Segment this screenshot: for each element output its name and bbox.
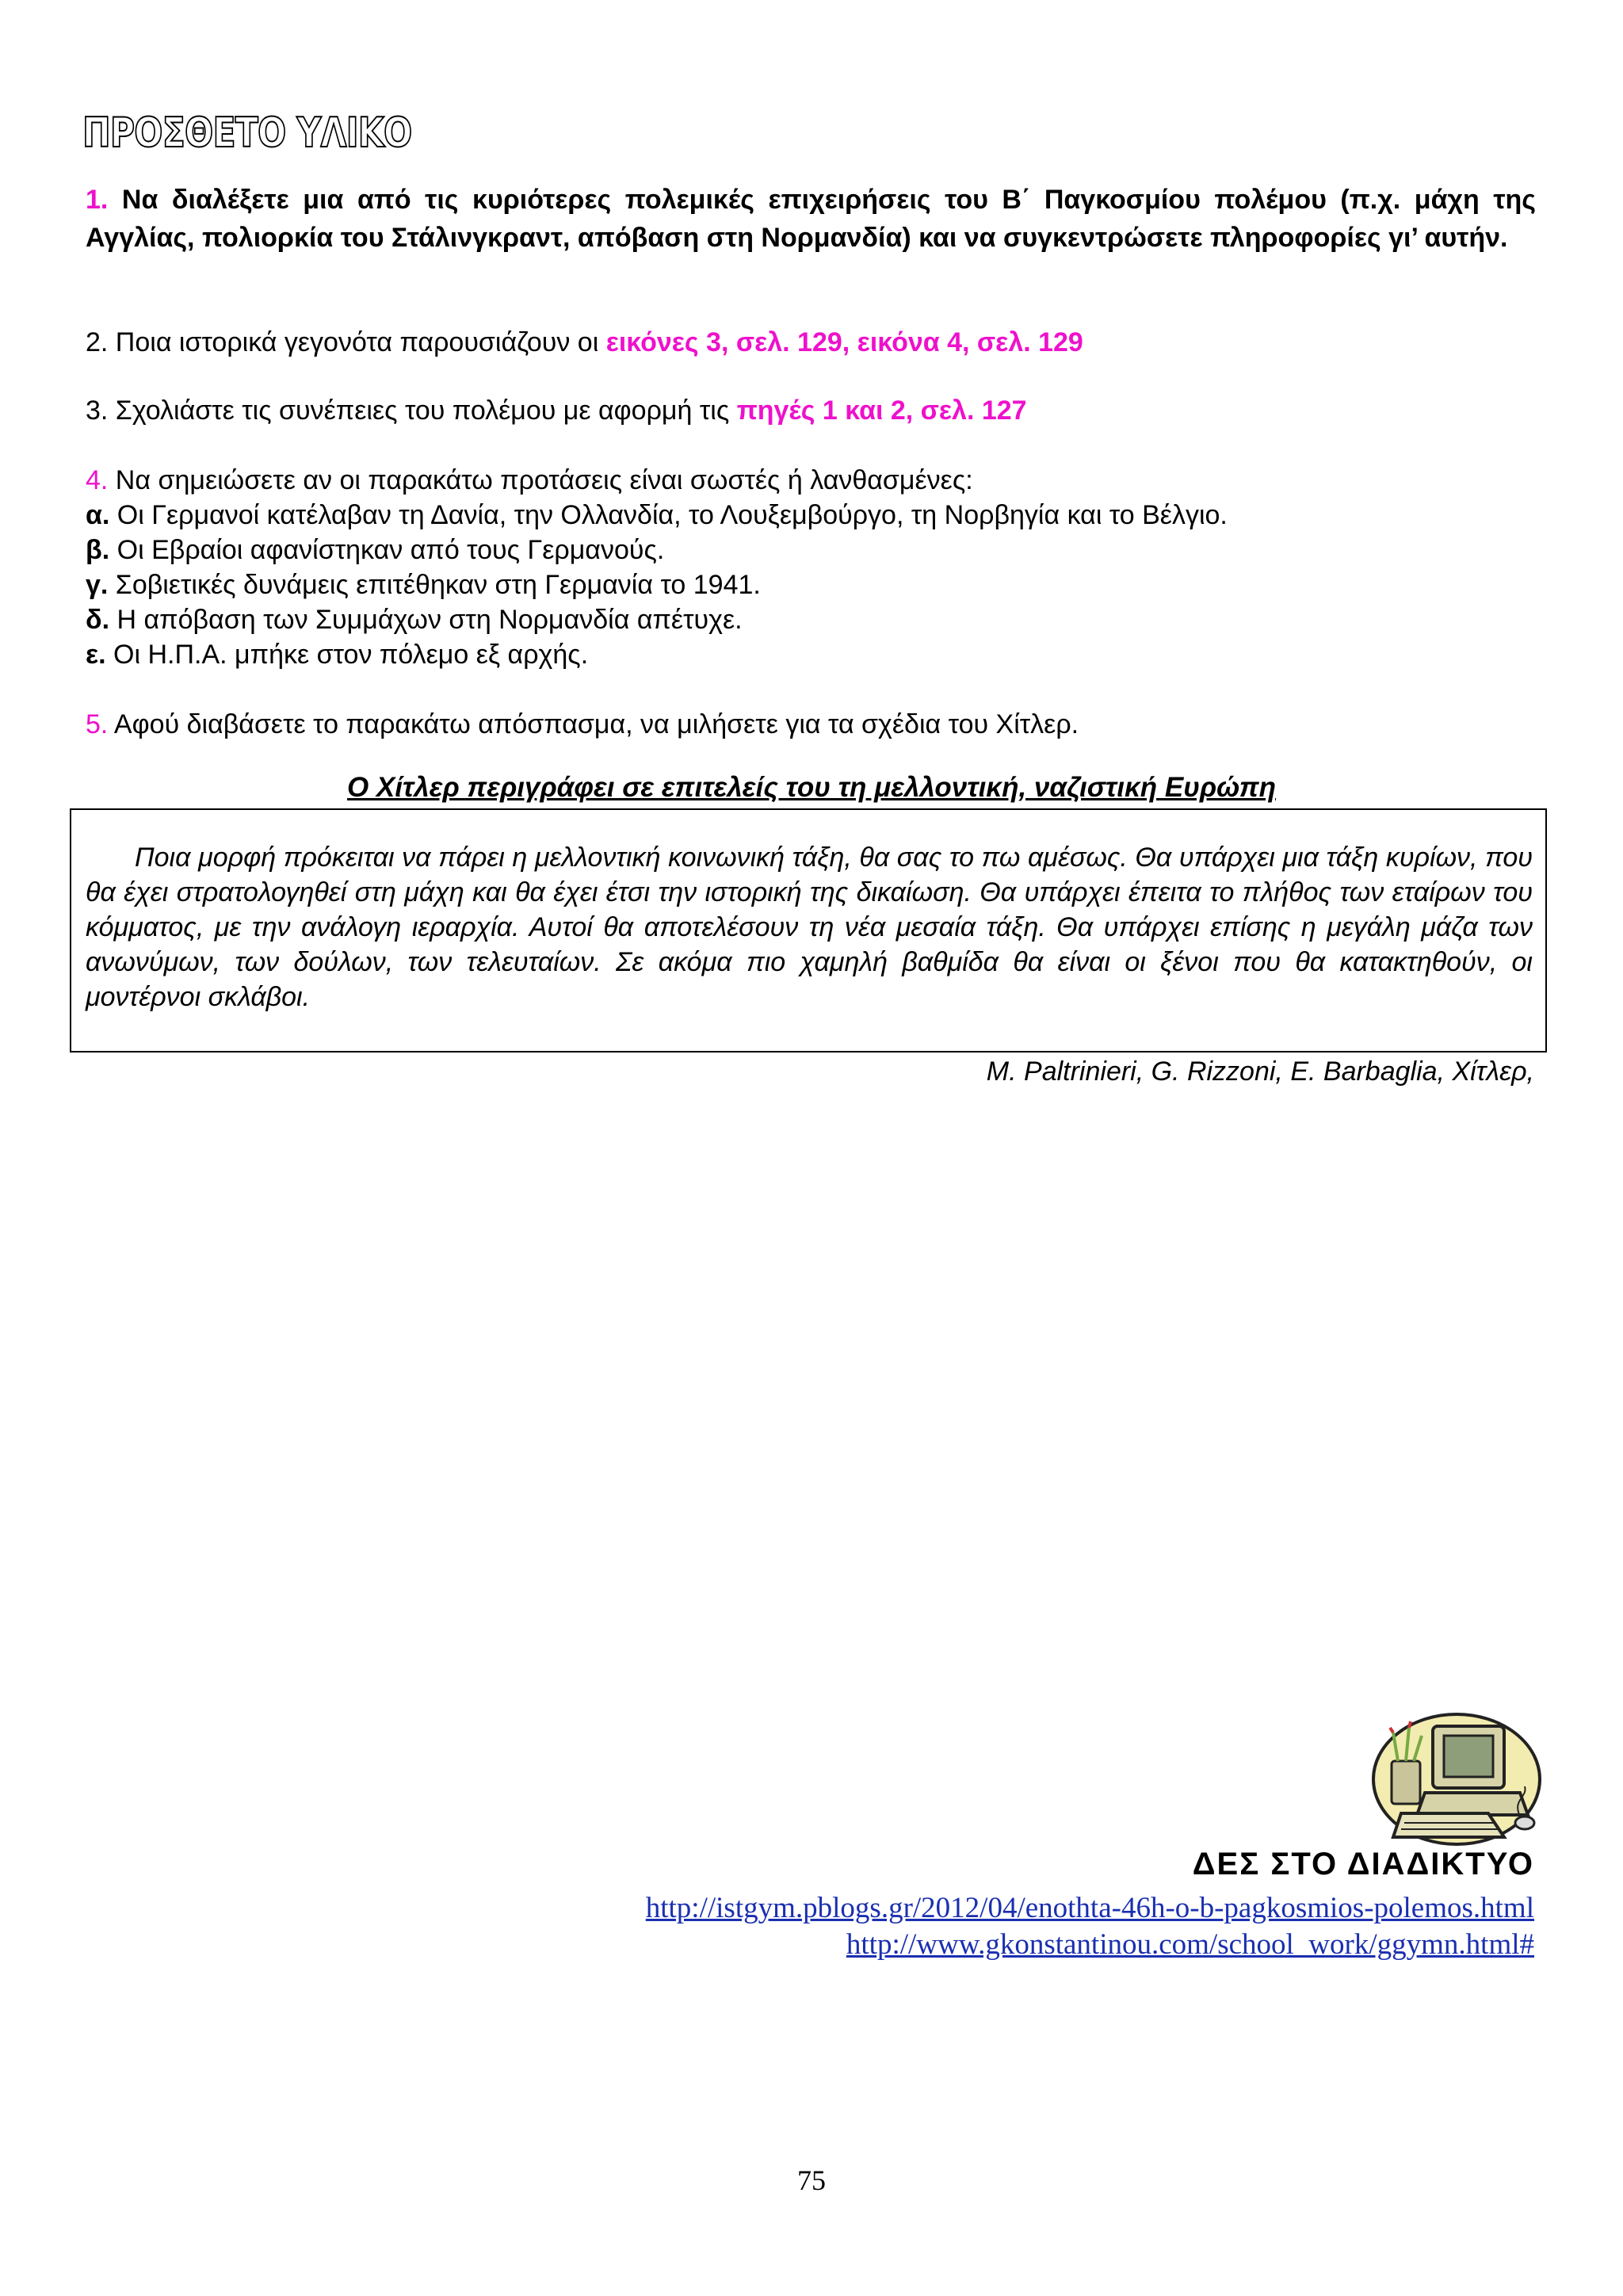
link-istgym[interactable]: http://istgym.pblogs.gr/2012/04/enothta-46h-o-b-pagkosmios-polemos.html [645,1892,1534,1924]
list-item [86,567,761,602]
quote-text: Ποια μορφή πρόκειται να πάρει η μελλοντική κοινωνική τάξη, θα σας το πω αμέσως. Θα υπάρχει μια τάξη κυρίων, που θα έχει στρατολογηθεί στη μάχη και θα έχει έτσι την ιστορική της δικαίωση. Θα υπάρχει έπειτα το πλήθος των εταίρων του κόμματος, με την ανάλογη ιεραρχία. Αυτοί θα αποτελέσουν τη νέα μεσαία τάξη. Θα υπάρχει επίσης η μεγάλη μάζα των ανωνύμων, των δούλων, των τελευταίων. Σε ακόμα πιο χαμηλή βαθμίδα θα είναι οι ξένοι που θα κατακτηθούν, οι μοντέρνοι σκλάβοι. [86,842,1533,1012]
question-4-number: 4. [86,465,109,495]
question-2 [86,325,1083,360]
item-label: ε. [86,640,106,670]
link-gkonstantinou[interactable]: http://www.gkonstantinou.com/school_work/ggymn.html# [846,1928,1534,1961]
question-5-number: 5. [86,709,109,739]
item-text: Οι Γερμανοί κατέλαβαν τη Δανία, την Ολλανδία, το Λουξεμβούργο, τη Νορβηγία και το Βέλγιο. [109,500,1228,530]
question-3 [86,393,1027,428]
question-1-number: 1. [86,185,109,215]
list-item [86,637,588,672]
question-4-text: Να σημειώσετε αν οι παρακάτω προτάσεις είναι σωστές ή λανθασμένες: [108,465,973,495]
list-item [86,533,664,567]
page-number: 75 [797,2164,826,2196]
item-label: γ. [86,570,109,600]
question-4 [86,463,973,498]
item-text: Οι Εβραίοι αφανίστηκαν από τους Γερμανούς. [109,535,665,565]
page-title: ΠΡΟΣΘΕΤΟ ΥΛΙΚΟ [82,109,412,157]
quote-author: M. Paltrinieri, G. Rizzoni, E. Barbaglia, Χίτλερ, [986,1056,1534,1087]
list-item [86,498,1228,533]
item-label: α. [86,500,110,530]
question-3-ref: πηγές 1 και 2, σελ. 127 [736,395,1027,426]
question-1-text: Να διαλέξετε μια από τις κυριότερες πολεμικές επιχειρήσεις του Β΄ Παγκοσμίου πολέμου (π.χ. μάχη της Αγγλίας, πολιορκία του Στάλινγκραντ, απόβαση στη Νορμανδία) και να συγκεντρώσετε πληροφορίες γι’ αυτήν. [86,185,1536,253]
item-text: Οι Η.Π.Α. μπήκε στον πόλεμο εξ αρχής. [105,640,589,670]
item-text: Σοβιετικές δυνάμεις επιτέθηκαν στη Γερμανία το 1941. [108,570,761,600]
internet-label: ΔΕΣ ΣΤΟ ΔΙΑΔΙΚΤΥΟ [1192,1847,1534,1881]
question-1 [86,181,1536,257]
question-3-text: 3. Σχολιάστε τις συνέπειες του πολέμου με αφορμή τις [86,395,737,426]
question-2-text: 2. Ποια ιστορικά γεγονότα παρουσιάζουν οι [86,327,606,357]
item-label: β. [86,535,110,565]
list-item [86,602,743,637]
item-text: Η απόβαση των Συμμάχων στη Νορμανδία απέτυχε. [109,605,743,635]
question-5 [86,707,1079,742]
computer-clipart-icon [1369,1704,1544,1847]
question-2-ref: εικόνες 3, σελ. 129, εικόνα 4, σελ. 129 [605,327,1083,357]
item-label: δ. [86,605,110,635]
question-5-text: Αφού διαβάσετε το παρακάτω απόσπασμα, να μιλήσετε για τα σχέδια του Χίτλερ. [108,709,1079,739]
quote-title: Ο Χίτλερ περιγράφει σε επιτελείς του τη μελλοντική, ναζιστική Ευρώπη [346,772,1277,803]
